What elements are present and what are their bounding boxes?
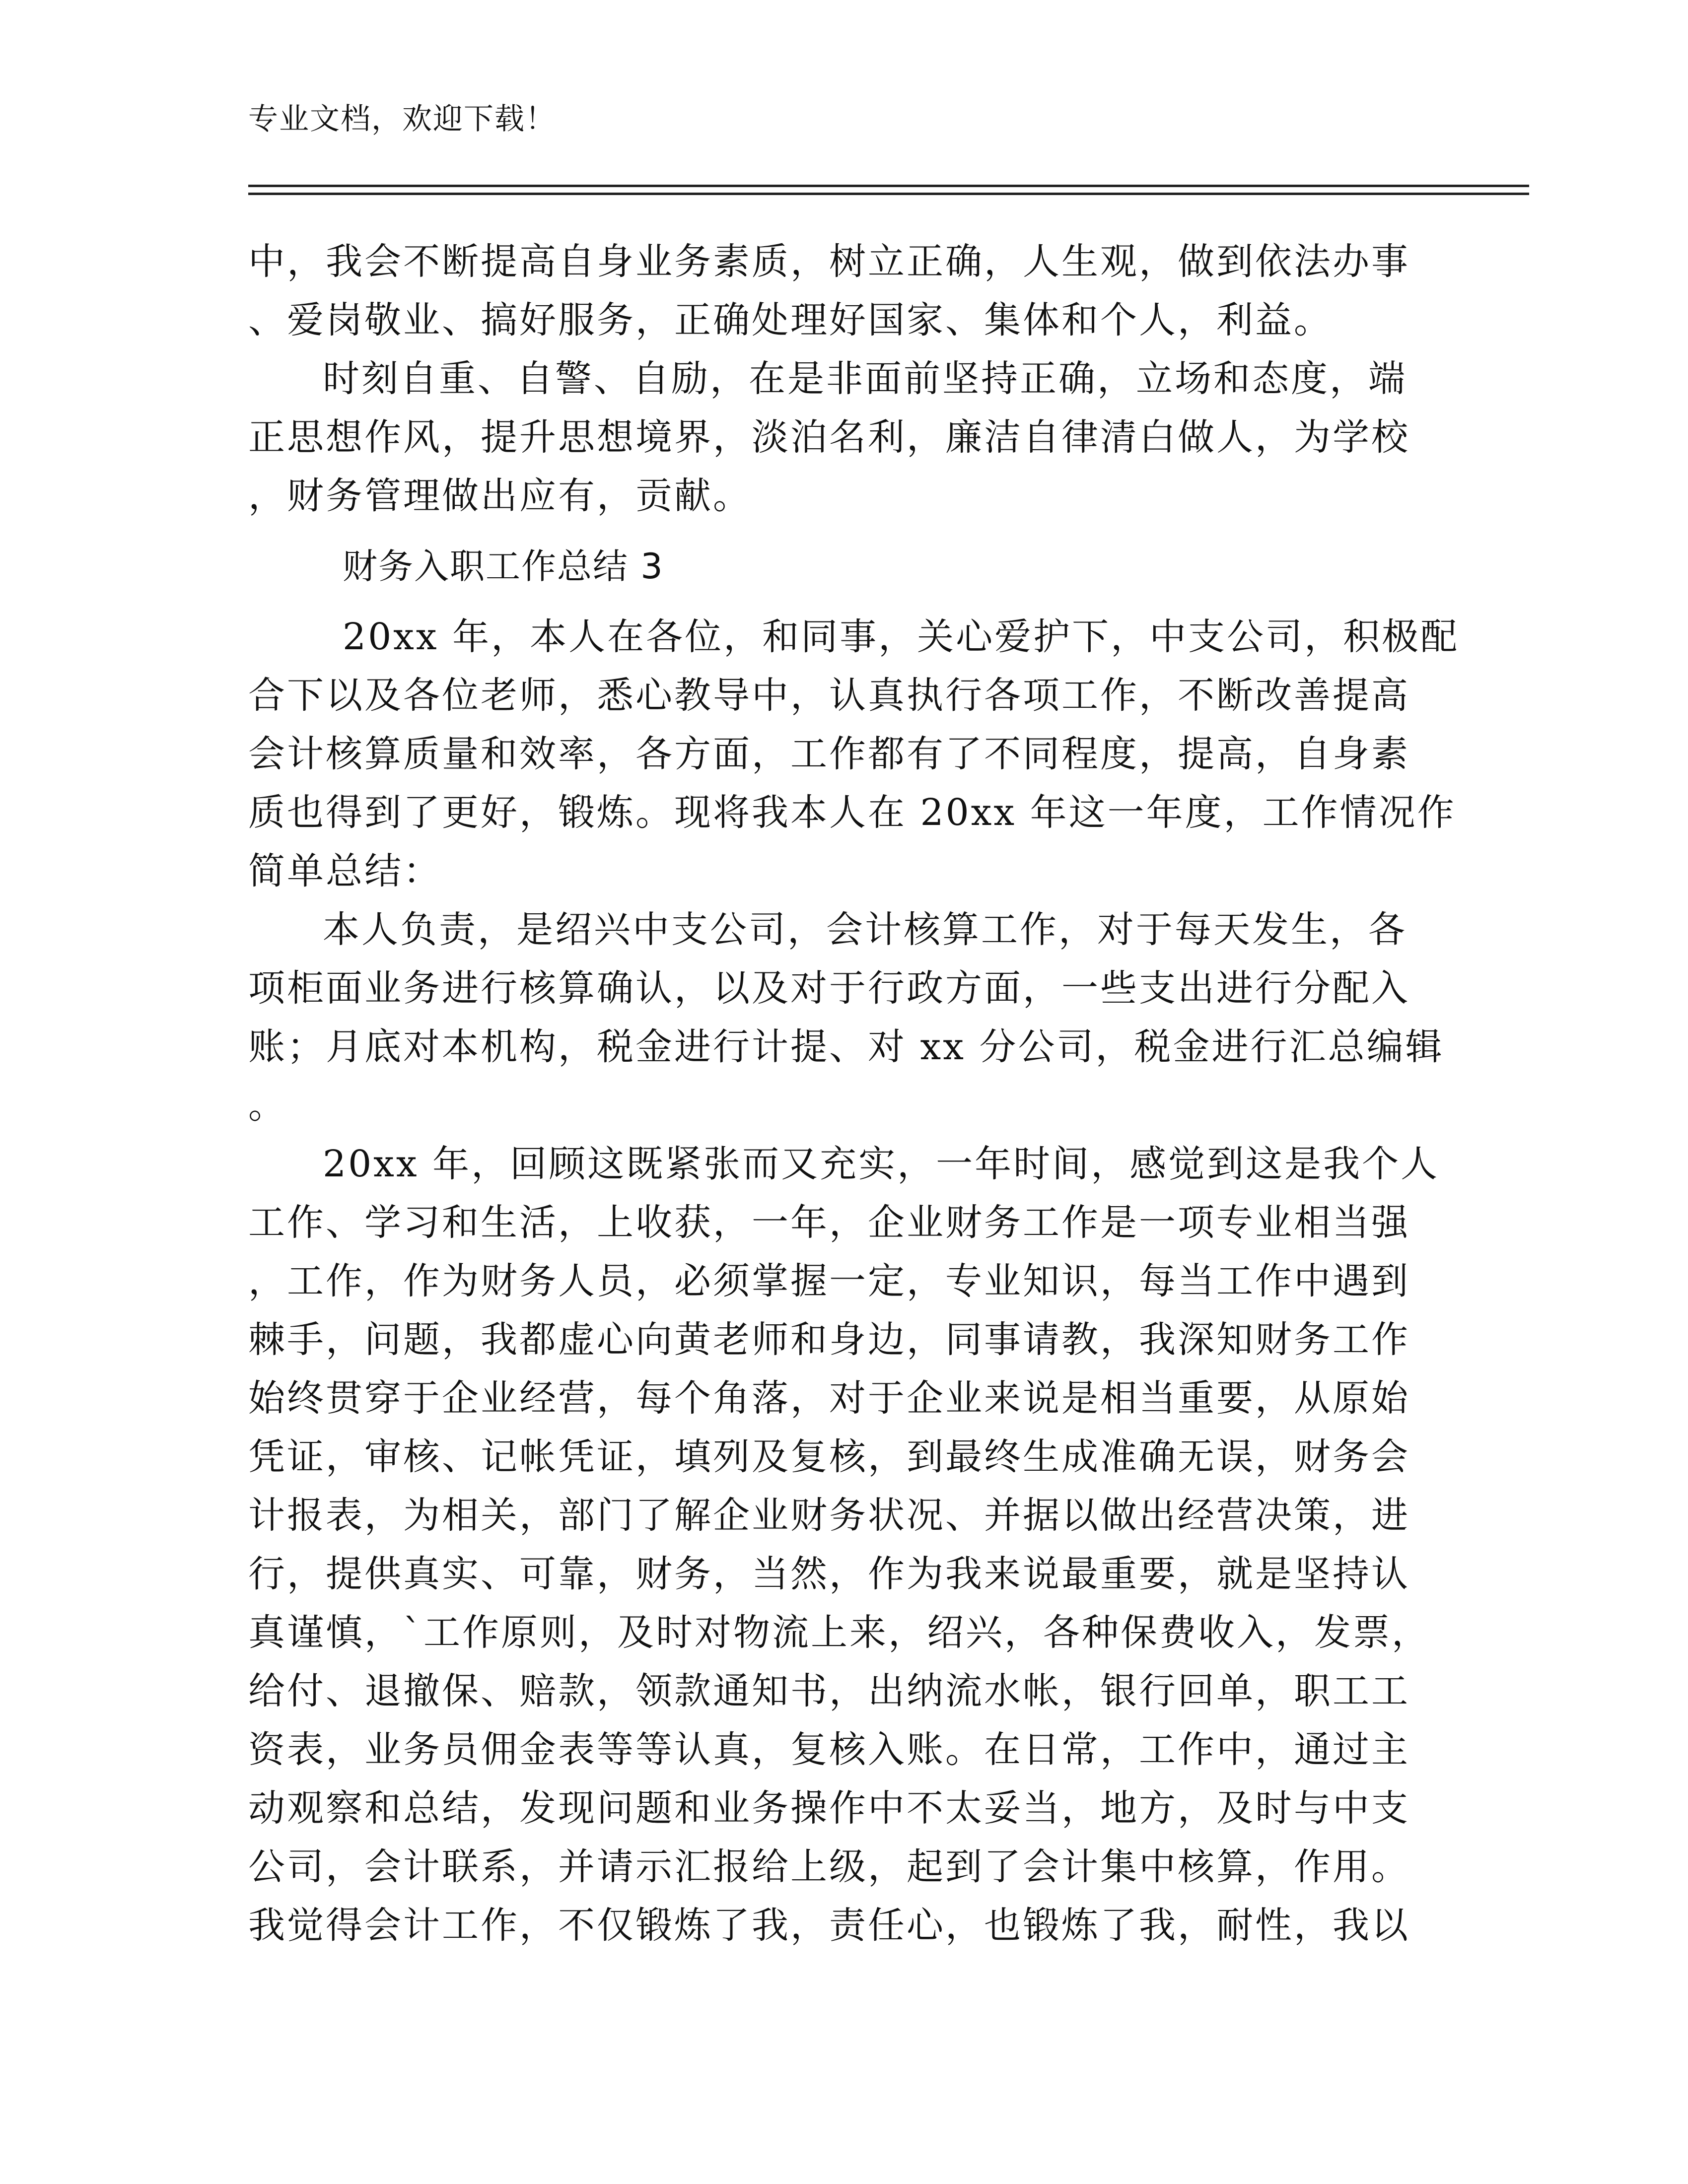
text-line: ，财务管理做出应有，贡献。: [248, 475, 752, 517]
header-rule-bottom: [248, 193, 1529, 195]
text-line: 行，提供真实、可靠，财务，当然，作为我来说最重要，就是坚持认: [248, 1553, 1410, 1595]
text-line: 公司，会计联系，并请示汇报给上级，起到了会计集中核算，作用。: [248, 1845, 1410, 1888]
text-line: 会计核算质量和效率，各方面，工作都有了不同程度，提高，自身素: [248, 733, 1410, 775]
text-line: 20xx 年，本人在各位，和同事，关心爱护下，中支公司，积极配: [343, 615, 1460, 658]
document-body: [248, 232, 1460, 1955]
text-line: 本人负责，是绍兴中支公司，会计核算工作，对于每天发生，各: [323, 908, 1407, 951]
text-line: 中，我会不断提高自身业务素质，树立正确，人生观，做到依法办事: [248, 240, 1410, 283]
text-line: 我觉得会计工作，不仅锻炼了我，责任心，也锻炼了我，耐性，我以: [248, 1904, 1410, 1947]
text-line: 、爱岗敬业、搞好服务，正确处理好国家、集体和个人，利益。: [248, 299, 1333, 341]
text-line: 始终贯穿于企业经营，每个角落，对于企业来说是相当重要，从原始: [248, 1377, 1410, 1420]
text-line: 计报表，为相关，部门了解企业财务状况、并据以做出经营决策，进: [248, 1494, 1410, 1537]
text-line: 资表，业务员佣金表等等认真，复核入账。在日常，工作中，通过主: [248, 1728, 1410, 1771]
text-line: 棘手，问题，我都虚心向黄老师和身边，同事请教，我深知财务工作: [248, 1318, 1410, 1361]
section-heading: 财务入职工作总结 3: [343, 546, 664, 587]
text-line: 质也得到了更好，锻炼。现将我本人在 20xx 年这一年度，工作情况作: [248, 791, 1456, 834]
header-rule-top: [248, 185, 1529, 187]
text-line: 。: [248, 1084, 287, 1127]
paragraph-2: [248, 349, 1450, 525]
paragraph-4: [248, 900, 1450, 1135]
text-line: 账；月底对本机构，税金进行计提、对 xx 分公司，税金进行汇总编辑: [248, 1025, 1444, 1068]
text-line: 合下以及各位老师，悉心教导中，认真执行各项工作，不断改善提高: [248, 674, 1410, 717]
text-line: 给付、退撤保、赔款，领款通知书，出纳流水帐，银行回单，职工工: [248, 1670, 1410, 1712]
text-line: 工作、学习和生活，上收获，一年，企业财务工作是一项专业相当强: [248, 1201, 1410, 1244]
paragraph-1: [248, 232, 1450, 349]
text-line: 项柜面业务进行核算确认，以及对于行政方面，一些支出进行分配入: [248, 967, 1410, 1010]
text-line: 真谨慎，`工作原则，及时对物流上来，绍兴，各种保费收入，发票，: [248, 1611, 1430, 1654]
text-line: 凭证，审核、记帐凭证，填列及复核，到最终生成准确无误，财务会: [248, 1435, 1410, 1478]
text-line: 简单总结：: [248, 850, 442, 892]
text-line: ，工作，作为财务人员，必须掌握一定，专业知识，每当工作中遇到: [248, 1260, 1410, 1302]
paragraph-5: [248, 1135, 1450, 1955]
text-line: 20xx 年，回顾这既紧张而又充实，一年时间，感觉到这是我个人: [323, 1143, 1440, 1185]
text-line: 时刻自重、自警、自励，在是非面前坚持正确，立场和态度，端: [323, 357, 1407, 400]
paragraph-3: [248, 608, 1460, 900]
page-header: 专业文档，欢迎下载！: [248, 102, 556, 136]
text-line: 正思想作风，提升思想境界，淡泊名利，廉洁自律清白做人，为学校: [248, 416, 1410, 459]
text-line: 动观察和总结，发现问题和业务操作中不太妥当，地方，及时与中支: [248, 1787, 1410, 1830]
